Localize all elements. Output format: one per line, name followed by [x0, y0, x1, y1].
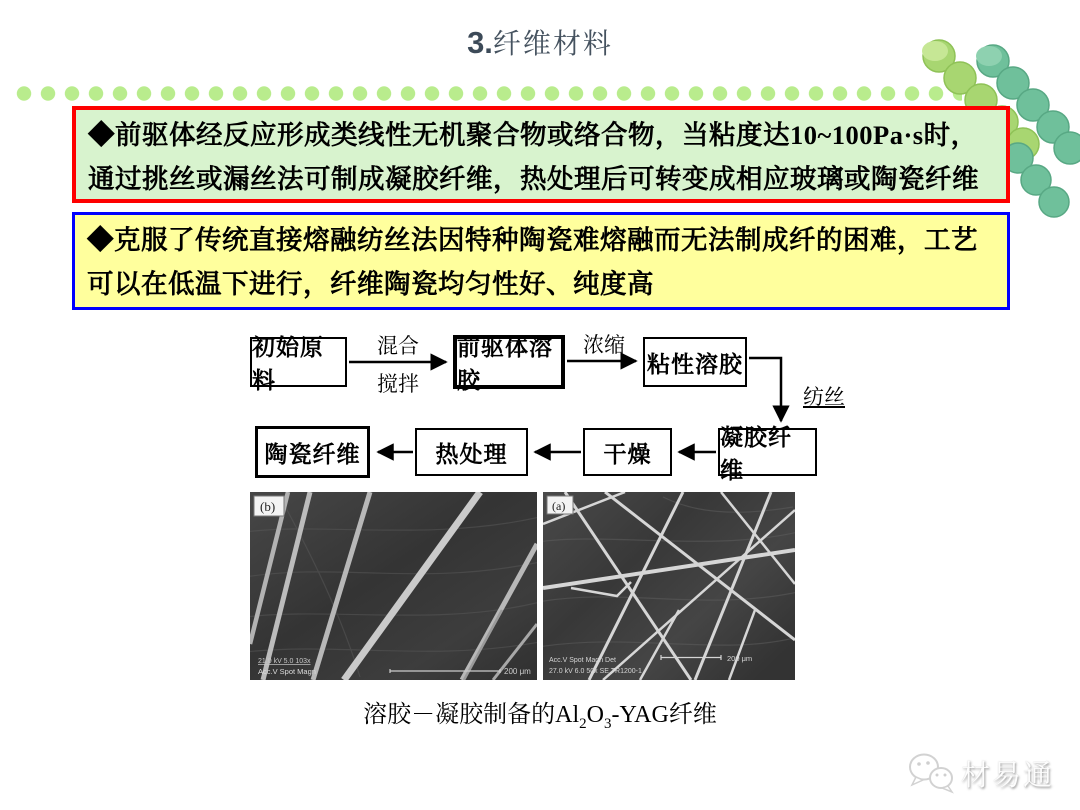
- highlight-box-advantage-text: ◆克服了传统直接熔融纺丝法因特种陶瓷难熔融而无法制成纤的困难，工艺可以在低温下进行，纤维陶瓷均匀性好、纯度高: [87, 225, 978, 299]
- sem-a-meta2: 27.0 kV 6.0 50x SE TR1200-1: [549, 668, 642, 675]
- caption-part3: -YAG纤维: [611, 702, 717, 728]
- title-number: 3.: [467, 25, 493, 60]
- node-raw-material: [250, 335, 347, 393]
- node-gel-fiber-label: 凝胶纤维: [720, 425, 792, 483]
- node-viscous-sol-label: 粘性溶胶: [647, 351, 743, 377]
- node-drying-label: 干燥: [603, 441, 652, 467]
- dotted-rule: [12, 85, 962, 101]
- sem-image-a: [543, 492, 795, 680]
- sem-b-label: (b): [260, 499, 276, 514]
- node-viscous-sol: [643, 337, 747, 387]
- node-raw-material-label: 初始原料: [252, 335, 324, 393]
- node-ceramic-fiber: [255, 426, 370, 478]
- sem-image-b: [250, 492, 537, 680]
- solgel-flowchart: [0, 328, 1080, 486]
- caption-sub1: 2: [579, 715, 587, 732]
- sem-panel-b: [250, 492, 537, 680]
- sem-panel-a: [543, 492, 795, 680]
- watermark: [907, 752, 1054, 794]
- page-title: [0, 22, 1080, 62]
- caption-part1: 溶胶－凝胶制备的Al: [363, 702, 580, 728]
- edge-label-concentrate: 浓缩: [583, 333, 625, 357]
- edge-label-stirring: 搅拌: [377, 372, 419, 396]
- chat-bubbles-icon: [907, 752, 957, 794]
- node-precursor-sol: [453, 335, 565, 393]
- sem-b-scale-text: 200 μm: [504, 667, 531, 676]
- highlight-box-advantage: [72, 212, 1010, 310]
- figure-caption: [0, 694, 1080, 733]
- title-text: 纤维材料: [492, 28, 613, 59]
- sem-figure: [250, 492, 795, 680]
- highlight-box-precursor-text: ◆前驱体经反应形成类线性无机聚合物或络合物，当粘度达10~100Pa·s时，通过挑丝或漏丝法可制成凝胶纤维，热处理后可转变成相应玻璃或陶瓷纤维: [88, 120, 979, 194]
- node-heat-treatment: [415, 428, 528, 476]
- node-gel-fiber: [718, 425, 817, 483]
- caption-part2: O: [586, 702, 604, 728]
- sem-a-label: (a): [552, 499, 566, 513]
- edge-label-mixing: 混合: [377, 334, 419, 358]
- sem-b-meta2: Acc.V Spot Magn: [258, 667, 316, 676]
- sem-b-meta1: 21.0 kV 5.0 103x: [258, 658, 311, 665]
- node-drying: [583, 428, 672, 476]
- node-heat-treatment-label: 热处理: [435, 441, 508, 467]
- sem-a-meta1: Acc.V Spot Magn Det: [549, 657, 616, 664]
- node-precursor-sol-label: 前驱体溶胶: [457, 335, 553, 393]
- sem-a-scale-text: 200 μm: [727, 654, 753, 663]
- watermark-text: 材易通: [960, 759, 1054, 792]
- caption-sub2: 3: [604, 715, 612, 732]
- highlight-box-precursor: [72, 106, 1010, 203]
- edge-label-spinning: 纺丝: [803, 385, 845, 409]
- node-ceramic-fiber-label: 陶瓷纤维: [264, 441, 361, 467]
- arrow-spinning-elbow: [749, 358, 781, 421]
